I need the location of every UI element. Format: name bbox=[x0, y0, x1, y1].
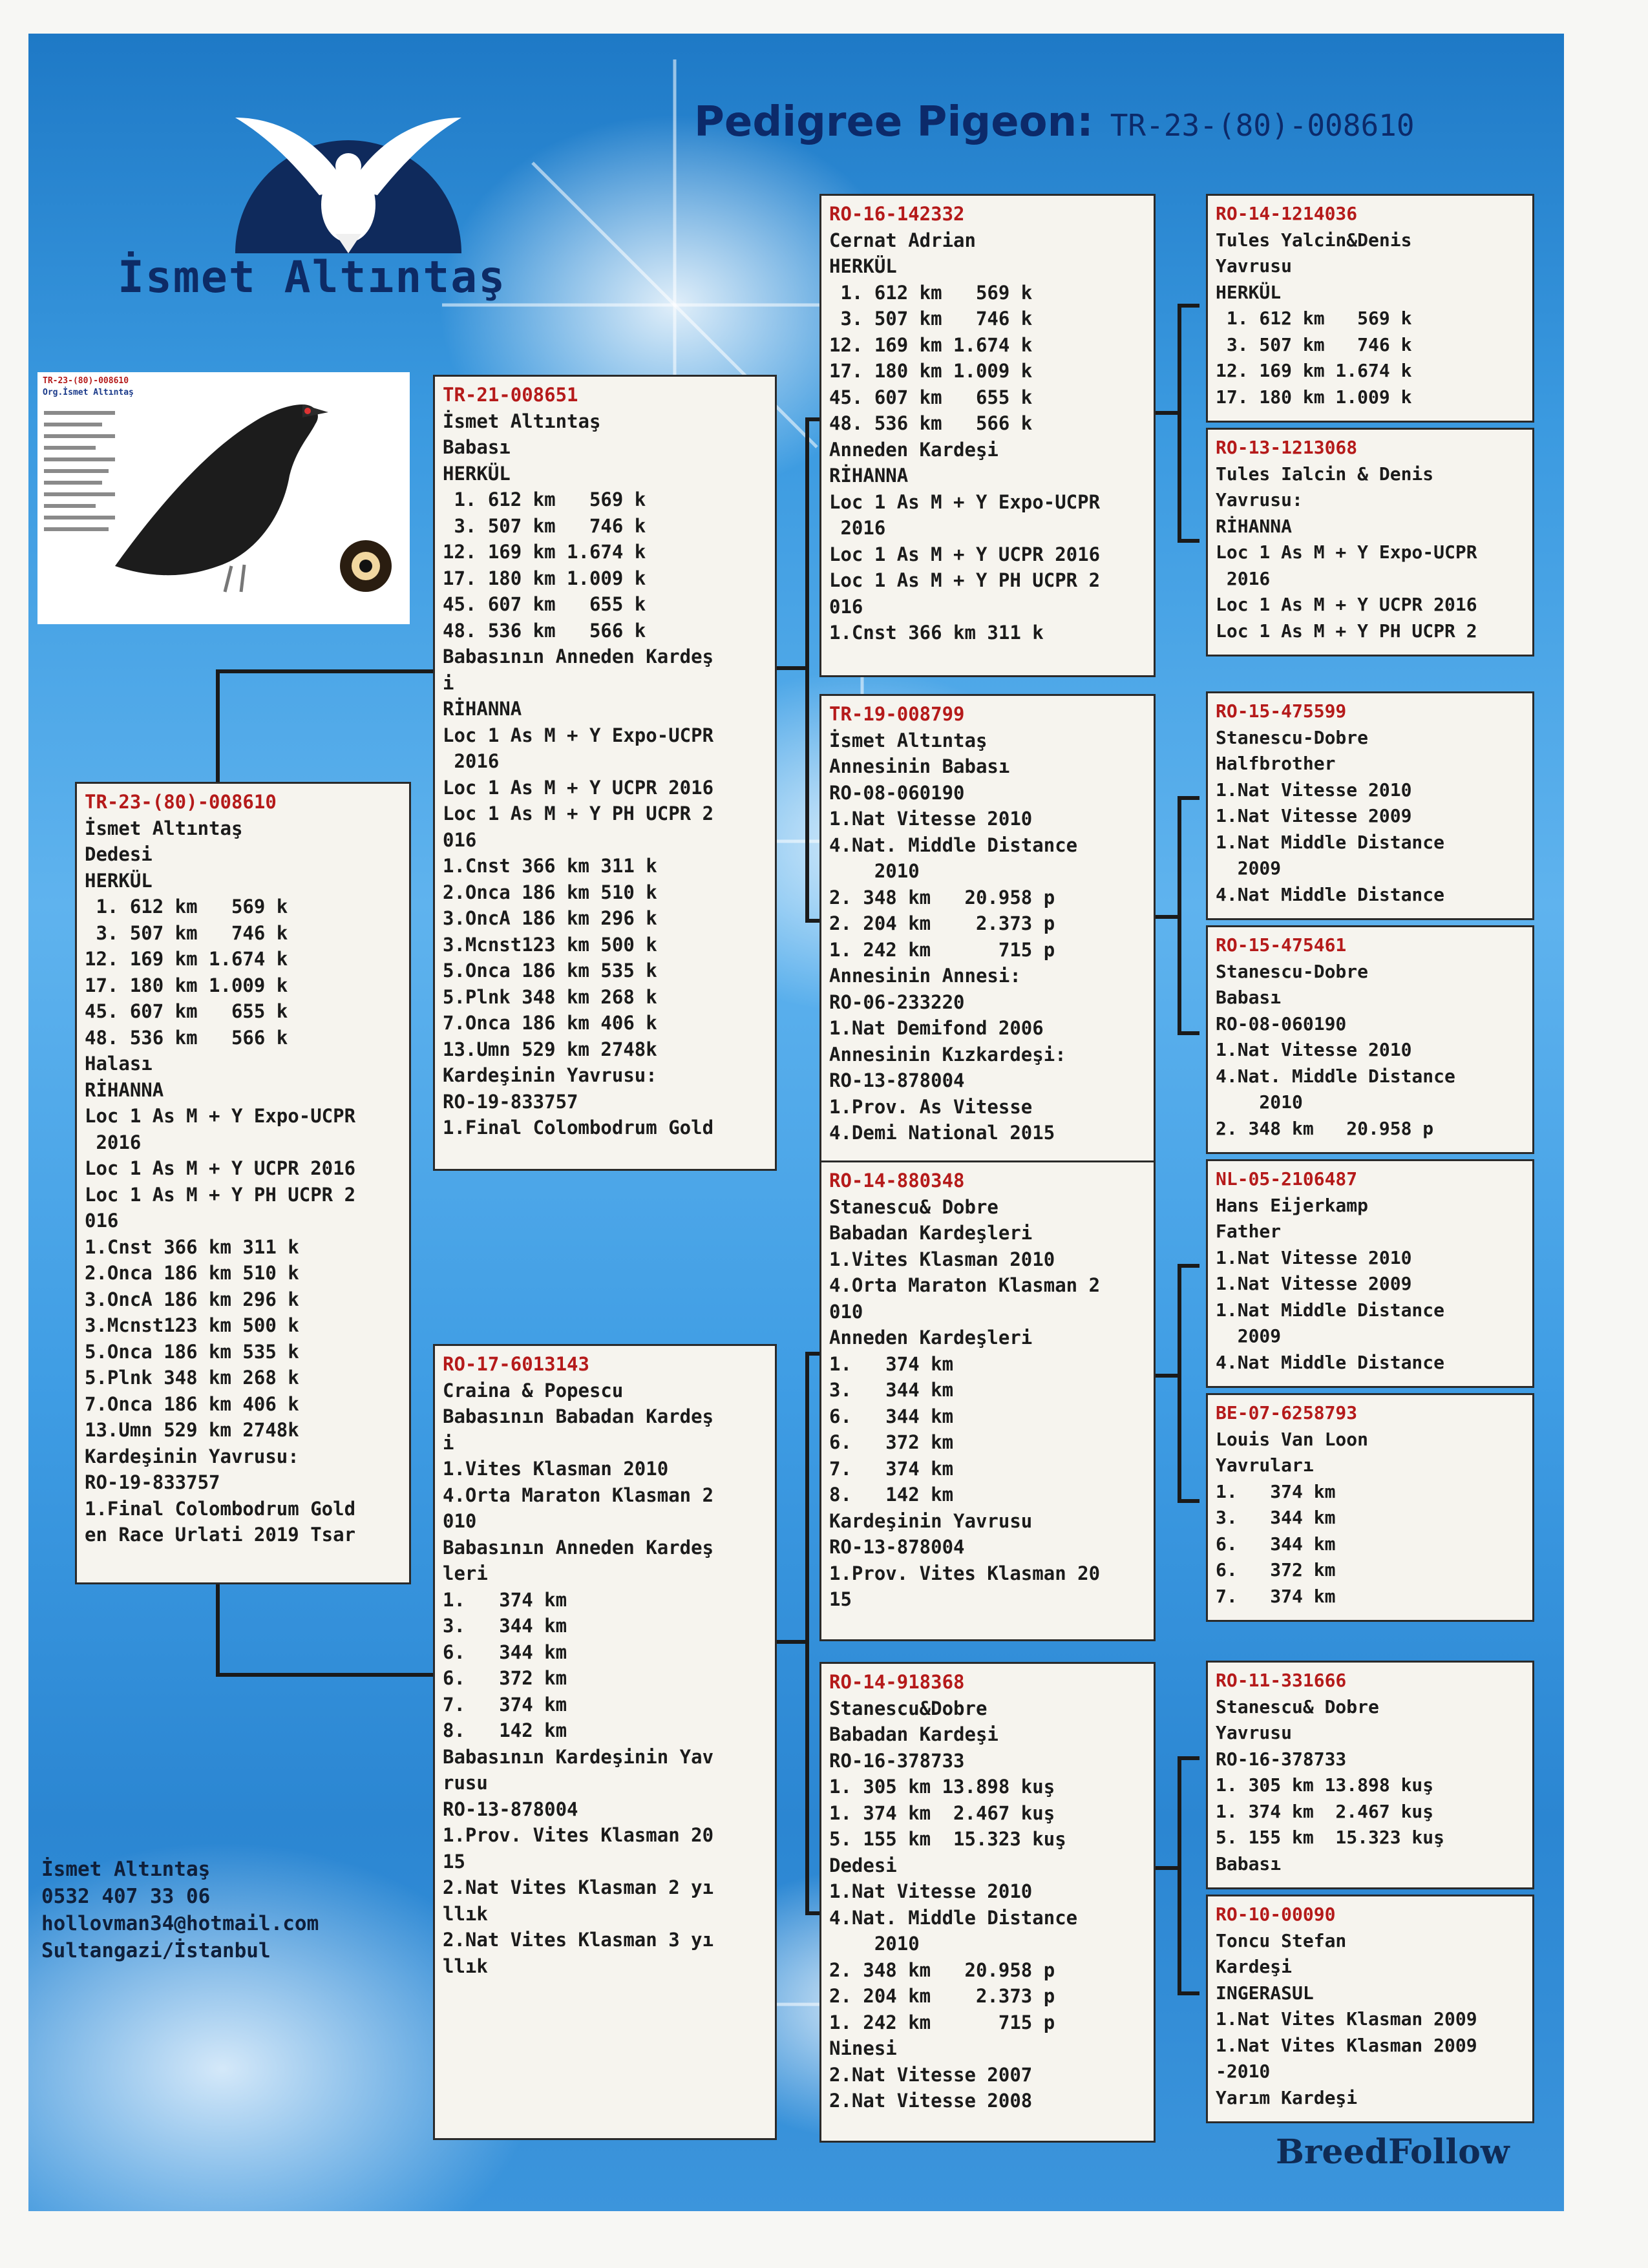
card-line: 1.Cnst 366 km 311 k bbox=[443, 855, 657, 877]
card-line: 2.Onca 186 km 510 k bbox=[443, 881, 657, 903]
card-line: 1. 305 km 13.898 kuş bbox=[1216, 1774, 1434, 1796]
card-line: i bbox=[443, 671, 454, 694]
card-line: Stanescu& Dobre bbox=[829, 1195, 998, 1218]
card-line: 3. 507 km 746 k bbox=[85, 921, 288, 944]
card-line: RİHANNA bbox=[443, 698, 522, 720]
card-line: İsmet Altıntaş bbox=[85, 817, 243, 839]
card-line: 2016 bbox=[829, 517, 886, 539]
card-line: 1.Nat Vitesse 2009 bbox=[1216, 805, 1412, 826]
card-line: Yavruları bbox=[1216, 1454, 1314, 1476]
card-line: 2. 348 km 20.958 p bbox=[829, 1958, 1055, 1981]
card-line: Ninesi bbox=[829, 2037, 897, 2059]
card-line: 48. 536 km 566 k bbox=[85, 1026, 288, 1049]
card-line: 3.Mcnst123 km 500 k bbox=[443, 933, 657, 956]
card-line: RİHANNA bbox=[829, 465, 909, 487]
card-line: RO-13-878004 bbox=[829, 1069, 965, 1091]
contact-name: İsmet Altıntaş bbox=[41, 1858, 211, 1881]
card-line: 6. 372 km bbox=[1216, 1559, 1336, 1580]
card-line: 3.Mcnst123 km 500 k bbox=[85, 1314, 299, 1336]
ring-number: RO-13-1213068 bbox=[1216, 437, 1358, 458]
card-line: 17. 180 km 1.009 k bbox=[443, 567, 646, 589]
connector bbox=[1178, 304, 1199, 308]
pedigree-card-mff bbox=[1206, 1159, 1534, 1388]
breedfollow-logo-text: BreedFollow bbox=[1276, 2132, 1510, 2172]
card-line: 3. 507 km 746 k bbox=[1216, 333, 1412, 355]
card-line: RO-13-878004 bbox=[829, 1536, 965, 1558]
card-line: 4.Orta Maraton Klasman 2 bbox=[829, 1274, 1101, 1296]
card-line: Babasının Kardeşinin Yav bbox=[443, 1745, 714, 1768]
card-line: 1. 374 km bbox=[443, 1588, 567, 1611]
card-line: 2.Onca 186 km 510 k bbox=[85, 1262, 299, 1284]
card-line: 1.Prov. As Vitesse bbox=[829, 1095, 1033, 1118]
card-line: 1.Cnst 366 km 311 k bbox=[85, 1235, 299, 1258]
connector bbox=[216, 1673, 456, 1677]
ring-number: TR-19-008799 bbox=[829, 703, 965, 725]
card-line: 2016 bbox=[85, 1131, 142, 1153]
card-line: 2.Nat Vitesse 2007 bbox=[829, 2063, 1033, 2086]
card-line: Loc 1 As M + Y UCPR 2016 bbox=[85, 1157, 356, 1179]
dove-logo bbox=[222, 92, 474, 253]
card-line: 6. 344 km bbox=[1216, 1533, 1336, 1555]
card-line: 1.Nat Vites Klasman 2009 bbox=[1216, 2034, 1477, 2056]
card-line: 5.Onca 186 km 535 k bbox=[443, 960, 657, 982]
card-line: 4.Orta Maraton Klasman 2 bbox=[443, 1484, 714, 1506]
card-line: Loc 1 As M + Y Expo-UCPR bbox=[829, 490, 1101, 513]
page-title bbox=[694, 98, 1415, 146]
card-line: Loc 1 As M + Y PH UCPR 2 bbox=[443, 803, 714, 824]
card-line: 5. 155 km 15.323 kuş bbox=[1216, 1827, 1445, 1848]
card-line: 48. 536 km 566 k bbox=[829, 412, 1033, 434]
card-line: 12. 169 km 1.674 k bbox=[443, 541, 646, 563]
card-line: 1.Nat Vitesse 2009 bbox=[1216, 1273, 1412, 1294]
pedigree-card-dam-dam bbox=[819, 1662, 1156, 2143]
card-line: 5.Plnk 348 km 268 k bbox=[443, 985, 657, 1008]
card-line: Loc 1 As M + Y UCPR 2016 bbox=[829, 543, 1101, 565]
card-line: Halası bbox=[85, 1053, 153, 1075]
card-line: 7. 374 km bbox=[443, 1693, 567, 1716]
ring-number: RO-11-331666 bbox=[1216, 1670, 1347, 1691]
card-line: 7.Onca 186 km 406 k bbox=[443, 1012, 657, 1034]
title-label: Pedigree Pigeon: bbox=[694, 98, 1093, 146]
pedigree-card-dam bbox=[433, 1344, 777, 2140]
card-line: 2. 348 km 20.958 p bbox=[1216, 1117, 1434, 1139]
card-line: INGERASUL bbox=[1216, 1982, 1314, 2004]
card-line: 8. 142 km bbox=[829, 1484, 954, 1506]
card-line: 2009 bbox=[1216, 1325, 1282, 1347]
ring-number: RO-15-475599 bbox=[1216, 700, 1347, 722]
card-line: 5. 155 km 15.323 kuş bbox=[829, 1828, 1066, 1850]
card-line: Dedesi bbox=[85, 843, 153, 865]
connector bbox=[1178, 1991, 1199, 1995]
card-line: 45. 607 km 655 k bbox=[829, 386, 1033, 408]
contact-email: hollovman34@hotmail.com bbox=[41, 1912, 319, 1935]
card-line: 15 bbox=[829, 1588, 852, 1610]
card-line: RO-19-833757 bbox=[443, 1090, 578, 1113]
pigeon-image bbox=[37, 372, 410, 624]
connector bbox=[805, 1352, 809, 1915]
photo-ring: TR-23-(80)-008610 bbox=[43, 376, 129, 386]
card-line: Kardeşinin Yavrusu: bbox=[443, 1064, 657, 1086]
card-line: 2010 bbox=[829, 1933, 920, 1955]
card-line: Yavrusu bbox=[1216, 255, 1293, 277]
card-line: 2016 bbox=[1216, 567, 1271, 589]
card-line: RO-08-060190 bbox=[829, 781, 965, 804]
contact-phone: 0532 407 33 06 bbox=[41, 1885, 211, 1908]
card-line: Cernat Adrian bbox=[829, 229, 976, 251]
card-line: 3.OncA 186 km 296 k bbox=[85, 1288, 299, 1310]
card-line: Hans Eijerkamp bbox=[1216, 1194, 1369, 1216]
ring-number: NL-05-2106487 bbox=[1216, 1168, 1358, 1190]
card-line: 1.Nat Vitesse 2010 bbox=[829, 1880, 1033, 1902]
connector bbox=[1178, 304, 1181, 543]
card-line: -2010 bbox=[1216, 2061, 1271, 2082]
card-line: 010 bbox=[829, 1300, 863, 1323]
connector bbox=[1178, 796, 1199, 800]
card-line: 12. 169 km 1.674 k bbox=[1216, 360, 1412, 381]
pedigree-sheet bbox=[28, 34, 1564, 2211]
card-line: 4.Nat Middle Distance bbox=[1216, 1351, 1445, 1373]
card-line: 8. 142 km bbox=[443, 1719, 567, 1741]
ring-number: RO-14-1214036 bbox=[1216, 203, 1358, 224]
pedigree-card-sire-sire bbox=[819, 194, 1156, 677]
card-line: 7.Onca 186 km 406 k bbox=[85, 1392, 299, 1415]
card-line: 48. 536 km 566 k bbox=[443, 619, 646, 642]
ring-number: RO-15-475461 bbox=[1216, 934, 1347, 956]
pedigree-card-sire-dam bbox=[819, 694, 1156, 1177]
pedigree-card-fmf bbox=[1206, 691, 1534, 920]
card-line: 1.Final Colombodrum Gold bbox=[443, 1117, 714, 1139]
card-line: 1. 612 km 569 k bbox=[1216, 308, 1412, 329]
connector bbox=[1178, 539, 1199, 543]
card-line: i bbox=[443, 1431, 454, 1454]
connector bbox=[1178, 796, 1181, 1035]
connector bbox=[1178, 1756, 1181, 1995]
card-line: RO-19-833757 bbox=[85, 1471, 220, 1493]
card-line: 1.Nat Demifond 2006 bbox=[829, 1017, 1044, 1039]
card-line: 6. 344 km bbox=[829, 1405, 954, 1427]
card-line: 1. 612 km 569 k bbox=[85, 896, 288, 918]
card-line: Kardeşinin Yavrusu: bbox=[85, 1445, 299, 1467]
pedigree-card-mmm bbox=[1206, 1895, 1534, 2123]
pedigree-card-dam-sire bbox=[819, 1160, 1156, 1641]
card-line: 1.Vites Klasman 2010 bbox=[443, 1458, 669, 1480]
card-line: HERKÜL bbox=[829, 255, 897, 277]
card-line: 1.Nat Vitesse 2010 bbox=[829, 808, 1033, 830]
card-line: İsmet Altıntaş bbox=[829, 729, 988, 751]
card-line: Babasının Anneden Kardeş bbox=[443, 1536, 714, 1559]
ring-number: RO-14-880348 bbox=[829, 1170, 965, 1192]
ring-number: BE-07-6258793 bbox=[1216, 1402, 1358, 1423]
contact-location: Sultangazi/İstanbul bbox=[41, 1939, 271, 1962]
card-line: 1.Nat Vitesse 2010 bbox=[1216, 1039, 1412, 1060]
card-line: Louis Van Loon bbox=[1216, 1428, 1369, 1450]
card-line: Loc 1 As M + Y PH UCPR 2 bbox=[85, 1183, 356, 1206]
card-line: 6. 344 km bbox=[443, 1641, 567, 1663]
card-line: Stanescu&Dobre bbox=[829, 1697, 988, 1719]
card-line: 1. 374 km 2.467 kuş bbox=[1216, 1800, 1434, 1822]
card-line: 016 bbox=[829, 595, 863, 618]
card-line: 1.Nat Middle Distance bbox=[1216, 831, 1445, 853]
owner-brand-name: İsmet Altıntaş bbox=[118, 252, 507, 303]
card-line: Stanescu& Dobre bbox=[1216, 1696, 1379, 1717]
card-line: 1. 612 km 569 k bbox=[443, 488, 646, 510]
card-line: 1.Vites Klasman 2010 bbox=[829, 1248, 1055, 1270]
card-line: 1.Nat Vitesse 2010 bbox=[1216, 1246, 1412, 1268]
card-line: RİHANNA bbox=[85, 1078, 164, 1101]
card-line: Loc 1 As M + Y Expo-UCPR bbox=[443, 724, 714, 746]
connector bbox=[1178, 1264, 1181, 1503]
owner-contact bbox=[41, 1856, 319, 1964]
card-line: 2010 bbox=[829, 860, 920, 882]
card-line: Tules Ialcin & Denis bbox=[1216, 463, 1434, 485]
card-line: 1.Nat Vitesse 2010 bbox=[1216, 779, 1412, 801]
card-line: 1.Cnst 366 km 311 k bbox=[829, 622, 1044, 644]
card-line: Loc 1 As M + Y UCPR 2016 bbox=[443, 776, 714, 799]
card-line: 1. 242 km 715 p bbox=[829, 2011, 1055, 2033]
card-line: Craina & Popescu bbox=[443, 1379, 624, 1402]
card-line: 45. 607 km 655 k bbox=[85, 1000, 288, 1022]
card-line: 2009 bbox=[1216, 857, 1282, 879]
card-line: Father bbox=[1216, 1221, 1282, 1242]
card-line: RO-16-378733 bbox=[1216, 1748, 1347, 1770]
card-line: 3. 344 km bbox=[443, 1615, 567, 1637]
card-line: Babadan Kardeşi bbox=[829, 1723, 998, 1745]
connector bbox=[1178, 1756, 1199, 1760]
card-line: 016 bbox=[85, 1210, 119, 1232]
card-line: İsmet Altıntaş bbox=[443, 410, 601, 432]
card-line: 45. 607 km 655 k bbox=[443, 593, 646, 615]
card-line: llık bbox=[443, 1955, 488, 1977]
card-line: HERKÜL bbox=[443, 462, 511, 485]
card-line: Anneden Kardeşi bbox=[829, 438, 998, 461]
card-line: Loc 1 As M + Y UCPR 2016 bbox=[1216, 594, 1477, 615]
card-line: Kardeşi bbox=[1216, 1956, 1293, 1977]
pedigree-card-sire bbox=[433, 375, 777, 1171]
card-line: 3. 344 km bbox=[1216, 1507, 1336, 1528]
card-line: 17. 180 km 1.009 k bbox=[85, 974, 288, 996]
ring-number: RO-17-6013143 bbox=[443, 1353, 589, 1375]
pigeon-photo-card bbox=[37, 372, 410, 624]
card-line: en Race Urlati 2019 Tsar bbox=[85, 1524, 356, 1546]
card-line: 1. 612 km 569 k bbox=[829, 281, 1033, 304]
card-line: RO-06-233220 bbox=[829, 991, 965, 1013]
card-line: 6. 372 km bbox=[443, 1667, 567, 1689]
card-line: Stanescu-Dobre bbox=[1216, 726, 1369, 748]
pedigree-card-mmf bbox=[1206, 1661, 1534, 1889]
connector bbox=[805, 417, 809, 923]
card-line: 2. 204 km 2.373 p bbox=[829, 1985, 1055, 2007]
card-line: Stanescu-Dobre bbox=[1216, 960, 1369, 982]
connector bbox=[1178, 1499, 1199, 1503]
card-line: 6. 372 km bbox=[829, 1431, 954, 1453]
ring-number: RO-16-142332 bbox=[829, 203, 965, 225]
connector bbox=[216, 669, 456, 673]
card-line: Annesinin Babası bbox=[829, 755, 1010, 777]
ring-number: TR-21-008651 bbox=[443, 384, 578, 406]
card-line: Anneden Kardeşleri bbox=[829, 1327, 1033, 1349]
card-line: Loc 1 As M + Y Expo-UCPR bbox=[1216, 541, 1477, 563]
card-line: 1.Final Colombodrum Gold bbox=[85, 1497, 356, 1520]
card-line: 016 bbox=[443, 828, 477, 851]
card-line: RO-08-060190 bbox=[1216, 1013, 1347, 1034]
card-line: 4.Nat. Middle Distance bbox=[1216, 1065, 1455, 1087]
card-line: 010 bbox=[443, 1510, 477, 1532]
card-line: 5.Plnk 348 km 268 k bbox=[85, 1367, 299, 1389]
card-line: Tules Yalcin&Denis bbox=[1216, 229, 1412, 251]
card-line: 12. 169 km 1.674 k bbox=[85, 948, 288, 970]
card-line: Babası bbox=[1216, 987, 1282, 1008]
card-line: 17. 180 km 1.009 k bbox=[829, 360, 1033, 382]
card-line: 7. 374 km bbox=[829, 1457, 954, 1480]
pedigree-card-fff bbox=[1206, 194, 1534, 423]
photo-owner: Org.İsmet Altıntaş bbox=[43, 388, 134, 397]
card-line: Loc 1 As M + Y Expo-UCPR bbox=[85, 1105, 356, 1127]
pedigree-card-fmm bbox=[1206, 925, 1534, 1154]
card-line: Loc 1 As M + Y PH UCPR 2 bbox=[829, 569, 1101, 591]
card-line: Babası bbox=[443, 436, 511, 458]
card-line: Kardeşinin Yavrusu bbox=[829, 1509, 1033, 1532]
card-line: 2.Nat Vitesse 2008 bbox=[829, 2090, 1033, 2112]
card-line: 1.Prov. Vites Klasman 20 bbox=[829, 1562, 1101, 1584]
card-line: 12. 169 km 1.674 k bbox=[829, 333, 1033, 356]
connector bbox=[1178, 1031, 1199, 1035]
card-line: 2010 bbox=[1216, 1091, 1303, 1113]
card-line: HERKÜL bbox=[85, 869, 153, 892]
card-line: 3. 507 km 746 k bbox=[443, 514, 646, 537]
ring-number: RO-14-918368 bbox=[829, 1671, 965, 1693]
card-line: Babası bbox=[1216, 1853, 1282, 1874]
card-line: 1. 305 km 13.898 kuş bbox=[829, 1776, 1055, 1798]
card-line: 4.Nat. Middle Distance bbox=[829, 834, 1078, 856]
card-line: RO-13-878004 bbox=[443, 1798, 578, 1820]
card-line: Babadan Kardeşleri bbox=[829, 1222, 1033, 1244]
card-line: RİHANNA bbox=[1216, 515, 1293, 537]
pedigree-card-subject bbox=[75, 782, 411, 1584]
card-line: 13.Umn 529 km 2748k bbox=[85, 1419, 299, 1441]
card-line: 2. 204 km 2.373 p bbox=[829, 912, 1055, 934]
card-line: Dedesi bbox=[829, 1854, 897, 1876]
ring-number: TR-23-(80)-008610 bbox=[85, 791, 277, 813]
card-line: Yarım Kardeşi bbox=[1216, 2086, 1358, 2108]
card-line: 3.OncA 186 km 296 k bbox=[443, 907, 657, 929]
card-line: 1. 374 km 2.467 kuş bbox=[829, 1801, 1055, 1824]
card-line: 15 bbox=[443, 1850, 465, 1873]
card-line: RO-16-378733 bbox=[829, 1749, 965, 1772]
card-line: 13.Umn 529 km 2748k bbox=[443, 1038, 657, 1060]
card-line: Yavrusu bbox=[1216, 1722, 1293, 1743]
card-line: llık bbox=[443, 1902, 488, 1925]
card-line: Babasının Anneden Kardeş bbox=[443, 646, 714, 667]
title-ring-number: TR-23-(80)-008610 bbox=[1110, 108, 1415, 143]
card-line: rusu bbox=[443, 1772, 488, 1794]
card-line: HERKÜL bbox=[1216, 281, 1282, 303]
card-line: leri bbox=[443, 1562, 488, 1584]
card-line: 4.Nat. Middle Distance bbox=[829, 1906, 1078, 1929]
card-line: Annesinin Annesi: bbox=[829, 965, 1021, 987]
card-line: 5.Onca 186 km 535 k bbox=[85, 1340, 299, 1363]
card-line: 2.Nat Vites Klasman 3 yı bbox=[443, 1929, 714, 1951]
card-line: 1.Nat Middle Distance bbox=[1216, 1299, 1445, 1321]
card-line: Babasının Babadan Kardeş bbox=[443, 1405, 714, 1427]
card-line: 1.Nat Vites Klasman 2009 bbox=[1216, 2008, 1477, 2030]
card-line: 2.Nat Vites Klasman 2 yı bbox=[443, 1876, 714, 1898]
card-line: 7. 374 km bbox=[1216, 1585, 1336, 1607]
ring-number: RO-10-00090 bbox=[1216, 1904, 1336, 1925]
card-line: Loc 1 As M + Y PH UCPR 2 bbox=[1216, 620, 1477, 642]
card-line: 1. 374 km bbox=[829, 1352, 954, 1375]
card-line: Yavrusu: bbox=[1216, 489, 1303, 510]
card-line: 3. 507 km 746 k bbox=[829, 308, 1033, 330]
card-line: 4.Nat Middle Distance bbox=[1216, 883, 1445, 905]
card-line: 1. 374 km bbox=[1216, 1480, 1336, 1502]
connector bbox=[1178, 1264, 1199, 1268]
card-line: 4.Demi National 2015 bbox=[829, 1122, 1055, 1144]
pedigree-card-mfm bbox=[1206, 1393, 1534, 1622]
card-line: 2016 bbox=[443, 750, 500, 772]
card-line: 1.Prov. Vites Klasman 20 bbox=[443, 1824, 714, 1846]
card-line: Halfbrother bbox=[1216, 753, 1336, 774]
pedigree-card-ffm bbox=[1206, 428, 1534, 656]
card-line: Toncu Stefan bbox=[1216, 1929, 1347, 1951]
card-line: 17. 180 km 1.009 k bbox=[1216, 386, 1412, 408]
card-line: 2. 348 km 20.958 p bbox=[829, 886, 1055, 908]
card-line: 1. 242 km 715 p bbox=[829, 938, 1055, 961]
card-line: Annesinin Kızkardeşi: bbox=[829, 1043, 1066, 1066]
card-line: 3. 344 km bbox=[829, 1379, 954, 1401]
